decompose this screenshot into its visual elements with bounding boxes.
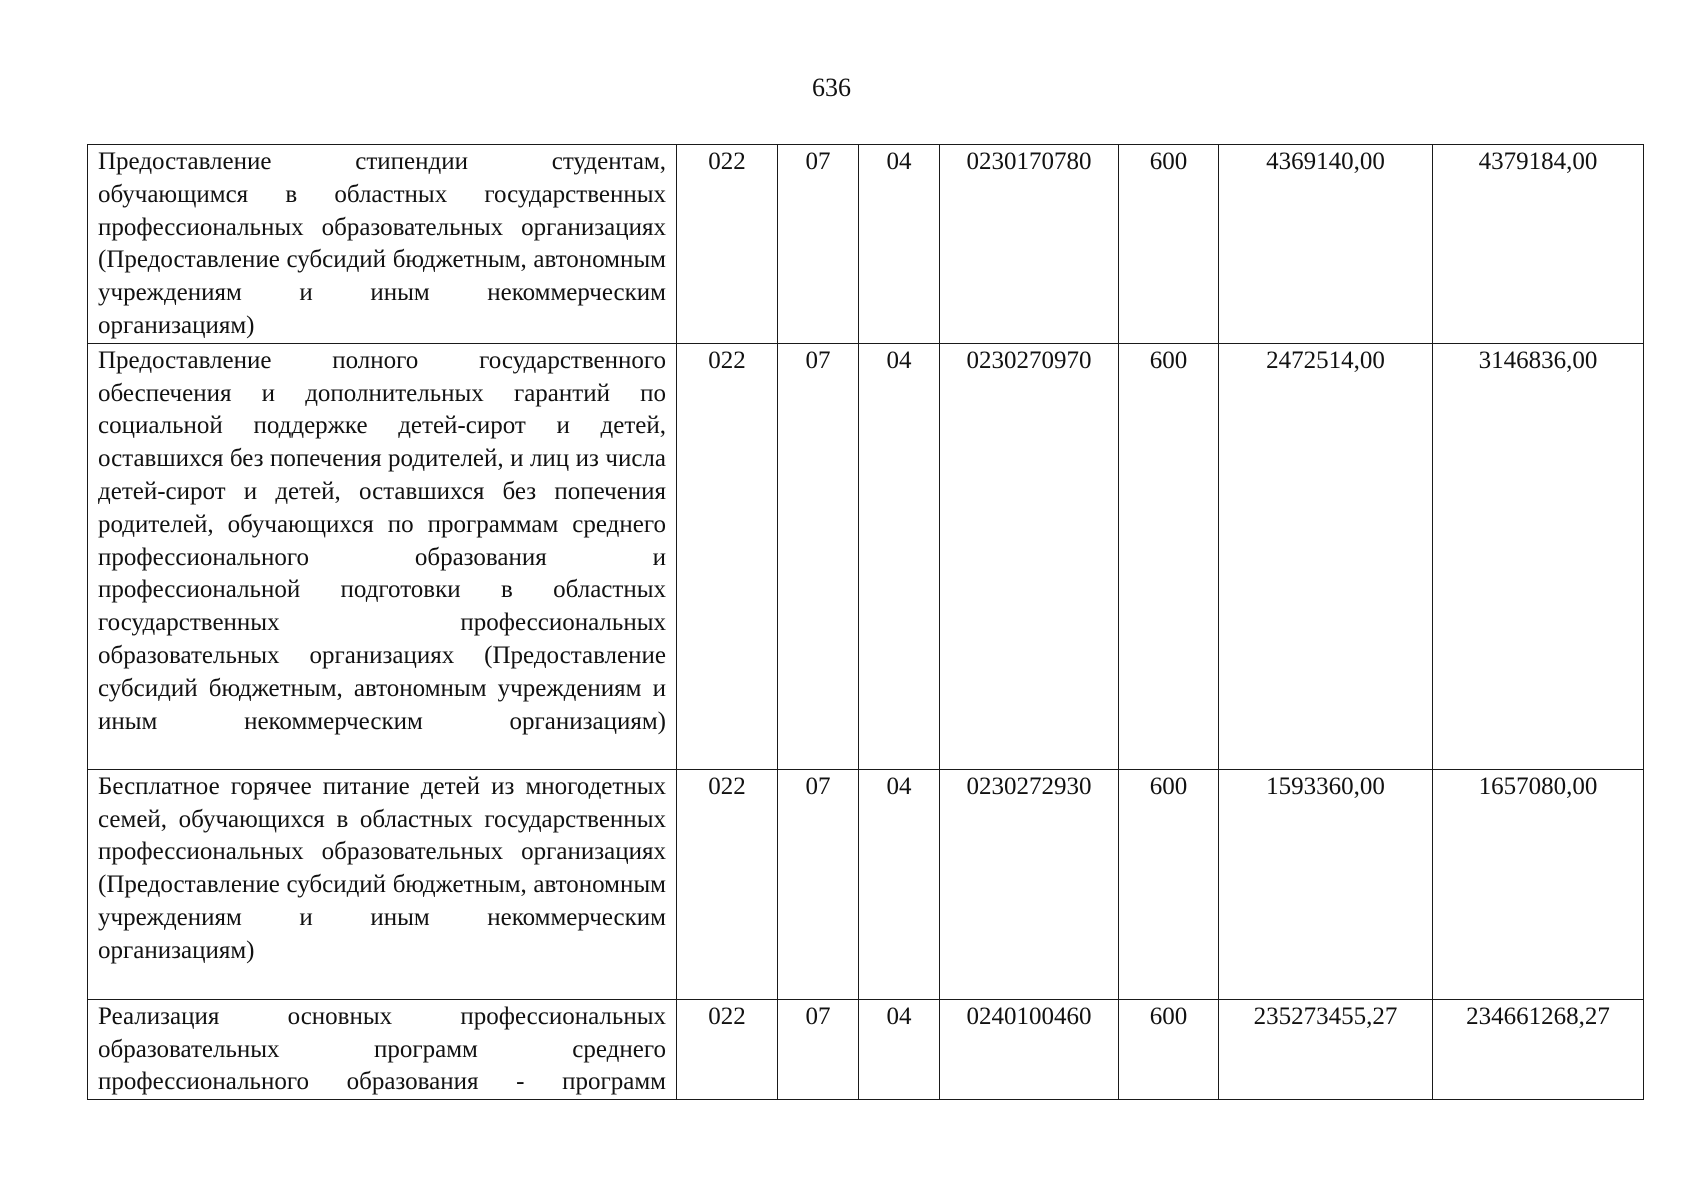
amount-year-1: 235273455,27 xyxy=(1219,999,1433,1099)
amount-year-2: 1657080,00 xyxy=(1433,769,1644,999)
ministry-code: 022 xyxy=(677,145,778,344)
table-row xyxy=(88,769,1644,999)
subsection-code: 04 xyxy=(859,769,940,999)
subsection-code: 04 xyxy=(859,343,940,769)
table-row xyxy=(88,343,1644,769)
table-row xyxy=(88,145,1644,344)
target-item-code: 0230170780 xyxy=(940,145,1119,344)
section-code: 07 xyxy=(778,343,859,769)
section-code: 07 xyxy=(778,769,859,999)
ministry-code: 022 xyxy=(677,769,778,999)
section-code: 07 xyxy=(778,145,859,344)
expense-type-code: 600 xyxy=(1119,343,1219,769)
expense-type-code: 600 xyxy=(1119,769,1219,999)
row-description: Реализация основных профессиональных образовательных программ среднего профессионального образования - программ xyxy=(88,999,677,1099)
table-row xyxy=(88,999,1644,1099)
ministry-code: 022 xyxy=(677,343,778,769)
target-item-code: 0230272930 xyxy=(940,769,1119,999)
subsection-code: 04 xyxy=(859,999,940,1099)
amount-year-2: 4379184,00 xyxy=(1433,145,1644,344)
amount-year-2: 3146836,00 xyxy=(1433,343,1644,769)
target-item-code: 0230270970 xyxy=(940,343,1119,769)
target-item-code: 0240100460 xyxy=(940,999,1119,1099)
amount-year-1: 4369140,00 xyxy=(1219,145,1433,344)
row-description: Предоставление стипендии студентам, обучающимся в областных государственных профессиональных образовательных организациях (Предоставление субсидий бюджетным, автономным учреждениям и иным некоммерческим организациям) xyxy=(88,145,677,344)
amount-year-2: 234661268,27 xyxy=(1433,999,1644,1099)
expense-type-code: 600 xyxy=(1119,145,1219,344)
subsection-code: 04 xyxy=(859,145,940,344)
row-description: Предоставление полного государственного обеспечения и дополнительных гарантий по социальной поддержке детей-сирот и детей, оставшихся без попечения родителей, и лиц из числа детей-сирот и детей, оставшихся без попечения родителей, обучающихся по программам среднего профессионального образования и профессиональной подготовки в областных государственных профессиональных образовательных организациях (Предоставление субсидий бюджетным, автономным учреждениям и иным некоммерческим организациям) xyxy=(88,343,677,769)
amount-year-1: 1593360,00 xyxy=(1219,769,1433,999)
section-code: 07 xyxy=(778,999,859,1099)
row-description: Бесплатное горячее питание детей из многодетных семей, обучающихся в областных государственных профессиональных образовательных организациях (Предоставление субсидий бюджетным, автономным учреждениям и иным некоммерческим организациям) xyxy=(88,769,677,999)
expense-type-code: 600 xyxy=(1119,999,1219,1099)
budget-table xyxy=(87,144,1644,1100)
amount-year-1: 2472514,00 xyxy=(1219,343,1433,769)
page-number: 636 xyxy=(812,73,851,102)
ministry-code: 022 xyxy=(677,999,778,1099)
